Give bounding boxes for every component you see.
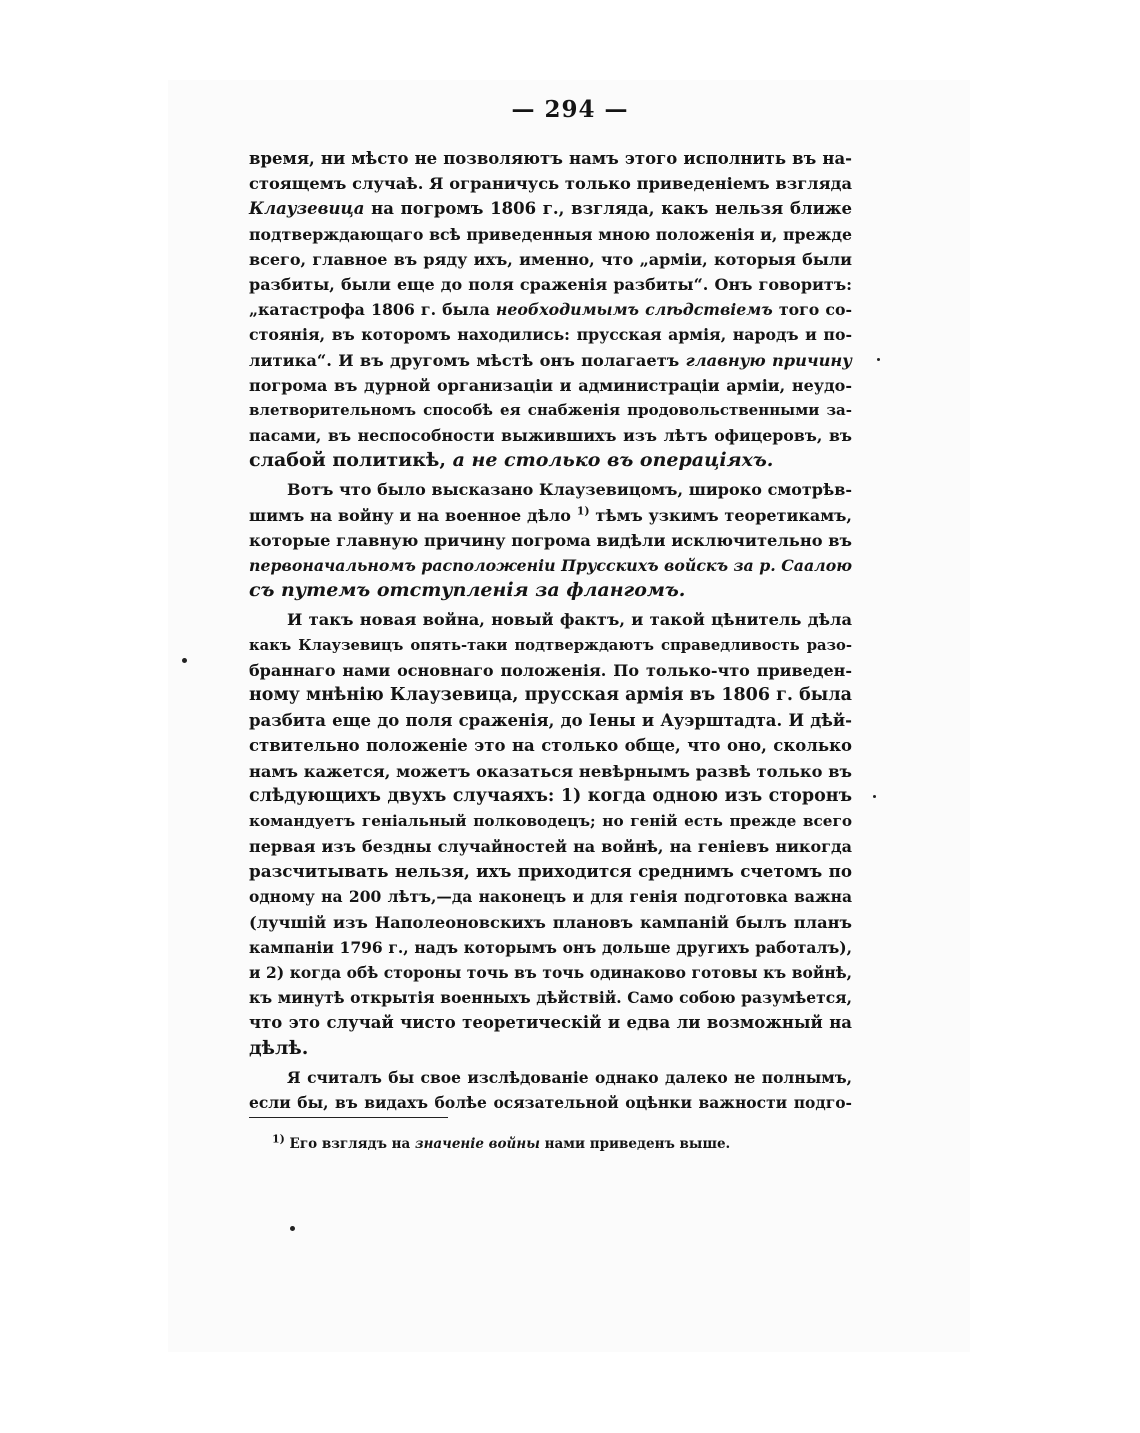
text-line: время, ни мѣсто не позволяютъ намъ этого исполнить въ на-	[249, 149, 852, 168]
scan-speck	[873, 795, 876, 798]
text-line: литика“. И въ другомъ мѣстѣ онъ полагаетъ главную причину	[249, 350, 852, 370]
italic-phrase: а не столько въ операціяхъ.	[452, 449, 774, 472]
text-line: разсчитывать нельзя, ихъ приходится среднимъ счетомъ по	[249, 861, 852, 882]
text-line: которые главную причину погрома видѣли исключительно въ	[249, 530, 852, 550]
text-line: разбиты, были еще до поля сраженія разбиты“. Онъ говоритъ:	[249, 274, 852, 294]
text-line: кампаніи 1796 г., надъ которымъ онъ дольше другихъ работалъ),	[249, 937, 852, 957]
text-line: ному мнѣнію Клаузевица, прусская армія въ 1806 г. была	[249, 684, 852, 705]
text-line: одному на 200 лѣтъ,—да наконецъ и для генія подготовка важна	[249, 887, 852, 907]
text-line: какъ Клаузевицъ опять-таки подтверждаютъ справедливость разо-	[249, 636, 852, 654]
text-line: намъ кажется, можетъ оказаться невѣрнымъ развѣ только въ	[249, 761, 852, 781]
text-line: браннаго нами основнаго положенія. По только-что приведен-	[249, 660, 852, 680]
text-line: стоянія, въ которомъ находились: прусская армія, народъ и по-	[249, 325, 852, 345]
text-line: шимъ на войну и на военное дѣло $^{1)}$ тѣмъ узкимъ теоретикамъ,	[249, 504, 852, 525]
footnote-ref: 1)	[576, 504, 590, 518]
text-line: погрома въ дурной организаціи и администраціи арміи, неудо-	[249, 375, 852, 395]
text-line: и 2) когда обѣ стороны точь въ точь одинаково готовы къ войнѣ,	[249, 963, 852, 982]
text-line: что это случай чисто теоретическій и едва ли возможный на	[249, 1013, 852, 1033]
text-line: дѣлѣ.	[249, 1036, 309, 1059]
text-line	[249, 553, 852, 578]
footnote-marker: 1)	[272, 1132, 285, 1146]
text-line: первая изъ бездны случайностей на войнѣ, на геніевъ никогда	[249, 837, 852, 857]
text-line: Я считалъ бы свое изслѣдованіе однако далеко не полнымъ,	[287, 1067, 852, 1087]
body-text	[249, 146, 852, 1115]
text-line: если бы, въ видахъ болѣе осязательной оцѣнки важности подго-	[249, 1092, 852, 1112]
text-line: Клаузевица на погромъ 1806 г., взгляда, какъ нельзя ближе	[249, 199, 852, 219]
footnote: $^{1)}$ Его взглядъ на значеніе войны нами приведенъ выше.	[272, 1132, 731, 1152]
text-line: слѣдующихъ двухъ случаяхъ: 1) когда одною изъ сторонъ	[249, 785, 852, 806]
scan-speck	[290, 1226, 295, 1231]
text-line: ствительно положеніе это на столько обще, что оно, сколько	[249, 736, 852, 756]
text-line: всего, главное въ ряду ихъ, именно, что „арміи, которыя были	[249, 249, 852, 269]
scan-speck	[182, 658, 187, 663]
text-line: подтверждающаго всѣ приведенныя мною положенія и, прежде	[249, 224, 852, 244]
text-line: слабой политикѣ, а не столько въ операціяхъ.	[249, 449, 774, 472]
text-line: командуетъ геніальный полководецъ; но геній есть прежде всего	[249, 811, 852, 830]
text-line: пасами, въ неспособности выжившихъ изъ лѣтъ офицеровъ, въ	[249, 426, 852, 446]
footnote-divider	[249, 1117, 448, 1118]
italic-phrase: необходимымъ слѣдствіемъ	[495, 300, 773, 320]
italic-phrase: значеніе войны	[414, 1136, 540, 1152]
italic-phrase: главную причину	[685, 350, 852, 370]
text-line: (лучшій изъ Наполеоновскихъ плановъ кампаній былъ планъ	[249, 912, 852, 932]
italic-phrase: первоначальномъ расположеніи Прусскихъ войскъ за р. Саалою	[249, 556, 852, 575]
scan-speck	[877, 358, 880, 361]
text-line: влетворительномъ способѣ ея снабженія продовольственными за-	[249, 400, 852, 419]
text-line: разбита еще до поля сраженія, до Іены и Ауэрштадта. И дѣй-	[249, 711, 852, 731]
text-line: стоящемъ случаѣ. Я ограничусь только приведеніемъ взгляда	[249, 174, 852, 194]
text-line: И такъ новая война, новый фактъ, и такой цѣнитель дѣла	[287, 610, 852, 630]
italic-name: Клаузевица	[249, 199, 365, 219]
text-line	[249, 578, 852, 603]
text-line: къ минутѣ открытія военныхъ дѣйствій. Само собою разумѣется,	[249, 988, 852, 1008]
text-line: Вотъ что было высказано Клаузевицомъ, широко смотрѣв-	[287, 480, 852, 500]
page-number: — 294 —	[511, 96, 629, 123]
text-line: „катастрофа 1806 г. была необходимымъ слѣдствіемъ того со-	[249, 300, 852, 320]
italic-phrase: съ путемъ отступленія за флангомъ.	[249, 579, 686, 602]
